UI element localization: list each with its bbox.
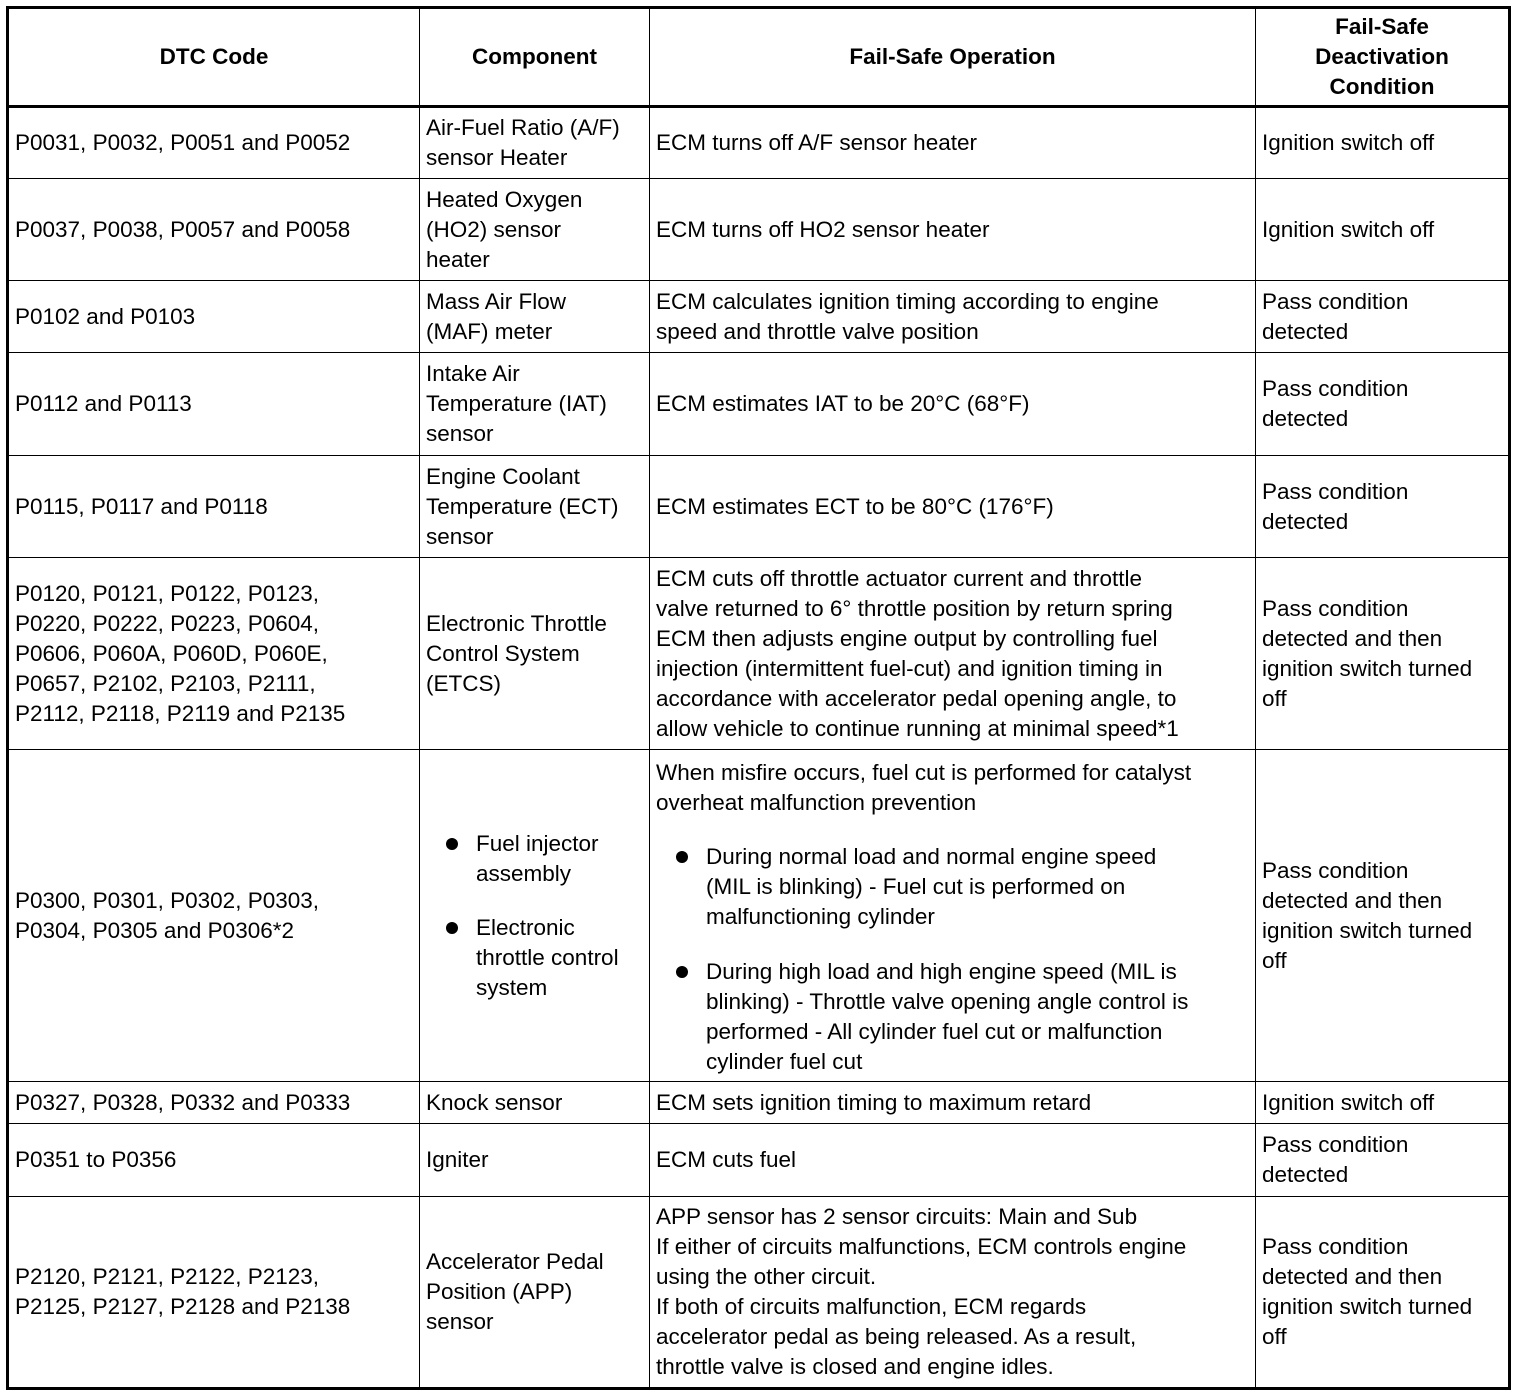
- component-cell: Heated Oxygen (HO2) sensor heater: [420, 179, 650, 281]
- deactivation-cell: Pass condition detected: [1256, 281, 1510, 353]
- operation-cell: ECM estimates ECT to be 80°C (176°F): [650, 456, 1256, 558]
- dtc-code-cell: P0102 and P0103: [8, 281, 420, 353]
- dtc-code-cell: P0115, P0117 and P0118: [8, 456, 420, 558]
- header-row: [8, 8, 1510, 107]
- table-row: [8, 179, 1510, 281]
- dtc-code-cell: P0351 to P0356: [8, 1124, 420, 1197]
- dtc-code-cell: P0120, P0121, P0122, P0123, P0220, P0222, P0223, P0604, P0606, P060A, P060D, P060E, P0657, P2102, P2103, P2111, P2112, P2118, P2119 and P2135: [8, 558, 420, 750]
- bullet-icon: [676, 851, 688, 863]
- header-fail-safe-operation: Fail-Safe Operation: [650, 8, 1256, 107]
- bullet-icon: [446, 838, 458, 850]
- operation-intro: When misfire occurs, fuel cut is performed for catalyst overheat malfunction prevention: [656, 760, 1192, 815]
- dtc-code-cell: P0031, P0032, P0051 and P0052: [8, 107, 420, 179]
- bullet-icon: [446, 922, 458, 934]
- component-cell: Mass Air Flow (MAF) meter: [420, 281, 650, 353]
- table-row: [8, 1082, 1510, 1124]
- list-item: [656, 842, 1249, 932]
- table-row: [8, 558, 1510, 750]
- component-cell: Igniter: [420, 1124, 650, 1197]
- fail-safe-table-page: [6, 6, 1511, 1390]
- component-item-text: Fuel injector assembly: [476, 830, 599, 886]
- header-dtc-code: DTC Code: [8, 8, 420, 107]
- operation-cell: ECM turns off A/F sensor heater: [650, 107, 1256, 179]
- component-cell: Accelerator Pedal Position (APP) sensor: [420, 1197, 650, 1389]
- deactivation-cell: Pass condition detected: [1256, 456, 1510, 558]
- table-row: [8, 750, 1510, 1082]
- component-cell: Electronic Throttle Control System (ETCS): [420, 558, 650, 750]
- header-deactivation-condition: Fail-Safe Deactivation Condition: [1256, 8, 1510, 107]
- list-item: [426, 913, 643, 1003]
- list-item: [426, 829, 643, 889]
- list-item: [656, 957, 1249, 1077]
- component-cell: Intake Air Temperature (IAT) sensor: [420, 353, 650, 456]
- component-cell: Knock sensor: [420, 1082, 650, 1124]
- operation-cell: [650, 750, 1256, 1082]
- fail-safe-table: [6, 6, 1511, 1390]
- component-item-text: Electronic throttle control system: [476, 914, 619, 1000]
- component-cell: Engine Coolant Temperature (ECT) sensor: [420, 456, 650, 558]
- component-cell: [420, 750, 650, 1082]
- bullet-icon: [676, 966, 688, 978]
- operation-cell: ECM estimates IAT to be 20°C (68°F): [650, 353, 1256, 456]
- deactivation-cell: Pass condition detected: [1256, 1124, 1510, 1197]
- header-component: Component: [420, 8, 650, 107]
- dtc-code-cell: P0327, P0328, P0332 and P0333: [8, 1082, 420, 1124]
- deactivation-cell: Pass condition detected and then ignition switch turned off: [1256, 558, 1510, 750]
- table-row: [8, 107, 1510, 179]
- operation-item-text: During high load and high engine speed (MIL is blinking) - Throttle valve opening angle control is performed - All cylinder fuel cut or malfunction cylinder fuel cut: [706, 959, 1189, 1074]
- deactivation-cell: Pass condition detected and then ignition switch turned off: [1256, 1197, 1510, 1389]
- table-row: [8, 353, 1510, 456]
- deactivation-cell: Ignition switch off: [1256, 179, 1510, 281]
- operation-cell: ECM cuts off throttle actuator current and throttle valve returned to 6° throttle position by return spring ECM then adjusts engine output by controlling fuel injection (intermittent fuel-cut) and ignition timing in accordance with accelerator pedal opening angle, to allow vehicle to continue running at minimal speed*1: [650, 558, 1256, 750]
- deactivation-cell: Pass condition detected: [1256, 353, 1510, 456]
- dtc-code-cell: P2120, P2121, P2122, P2123, P2125, P2127, P2128 and P2138: [8, 1197, 420, 1389]
- table-row: [8, 1197, 1510, 1389]
- component-bullet-list: [426, 829, 643, 1003]
- deactivation-cell: Ignition switch off: [1256, 1082, 1510, 1124]
- operation-cell: ECM sets ignition timing to maximum retard: [650, 1082, 1256, 1124]
- table-row: [8, 456, 1510, 558]
- dtc-code-cell: P0037, P0038, P0057 and P0058: [8, 179, 420, 281]
- table-row: [8, 1124, 1510, 1197]
- operation-cell: ECM cuts fuel: [650, 1124, 1256, 1197]
- dtc-code-cell: P0112 and P0113: [8, 353, 420, 456]
- component-cell: Air-Fuel Ratio (A/F) sensor Heater: [420, 107, 650, 179]
- dtc-code-cell: P0300, P0301, P0302, P0303, P0304, P0305 and P0306*2: [8, 750, 420, 1082]
- operation-cell: ECM calculates ignition timing according to engine speed and throttle valve position: [650, 281, 1256, 353]
- operation-item-text: During normal load and normal engine speed (MIL is blinking) - Fuel cut is performed on malfunctioning cylinder: [706, 844, 1157, 929]
- deactivation-cell: Ignition switch off: [1256, 107, 1510, 179]
- table-row: [8, 281, 1510, 353]
- operation-cell: APP sensor has 2 sensor circuits: Main and Sub If either of circuits malfunctions, ECM controls engine using the other circuit. If both of circuits malfunction, ECM regards accelerator pedal as being released. As a result, throttle valve is closed and engine idles.: [650, 1197, 1256, 1389]
- deactivation-cell: Pass condition detected and then ignition switch turned off: [1256, 750, 1510, 1082]
- operation-cell: ECM turns off HO2 sensor heater: [650, 179, 1256, 281]
- operation-bullet-list: [656, 842, 1249, 1077]
